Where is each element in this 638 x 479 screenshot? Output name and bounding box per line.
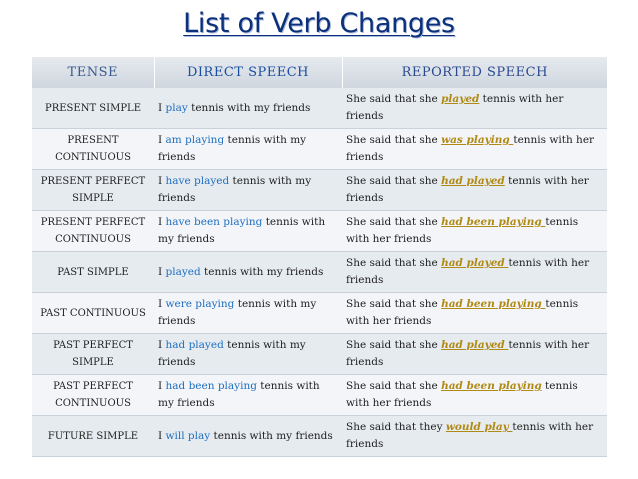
direct-speech-cell [154,129,342,170]
reported-speech-cell-text: She said that she [346,380,442,392]
reported-speech-cell [342,170,607,211]
table-row [32,129,607,170]
table-header-row [32,57,607,88]
direct-speech-cell-text: I [158,298,166,310]
reported-speech-cell-text: tennis with her friends [346,175,589,204]
tense-cell: FUTURE SIMPLE [32,416,154,457]
reported-speech-cell [342,252,607,293]
reported-speech-cell-verb: had played [441,175,505,187]
reported-speech-cell-verb: was playing [441,134,514,146]
direct-speech-cell-verb: were playing [165,298,235,310]
reported-speech-cell [342,334,607,375]
direct-speech-cell-text: tennis with my friends [210,429,333,442]
direct-speech-cell-text: I [158,265,166,278]
table-row [32,293,607,334]
direct-speech-cell-verb: will play [165,429,211,442]
reported-speech-cell-verb: played [441,93,480,105]
reported-speech-cell-text: She said that she [346,93,442,105]
direct-speech-cell-verb: have played [165,175,230,187]
reported-speech-cell [342,293,607,334]
tense-cell: PRESENT PERFECT SIMPLE [32,170,154,211]
header-direct-speech: DIRECT SPEECH [154,57,342,88]
reported-speech-cell-text: tennis with her friends [346,339,590,368]
direct-speech-cell-text: I [158,380,166,392]
direct-speech-cell-text: I [158,175,166,187]
direct-speech-cell-text: tennis with my friends [200,265,324,278]
direct-speech-cell-text: tennis with my friends [158,175,312,204]
direct-speech-cell-text: tennis with my friends [158,134,307,163]
reported-speech-cell [342,375,607,416]
direct-speech-cell-text: tennis with my friends [187,101,311,114]
reported-speech-cell-text: tennis with her friends [346,421,594,450]
reported-speech-cell-text: She said that she [346,298,442,310]
table-row [32,211,607,252]
reported-speech-cell-verb: had played [441,339,509,351]
reported-speech-cell [342,129,607,170]
table-row [32,88,607,129]
tense-cell: PRESENT PERFECT CONTINUOUS [32,211,154,252]
direct-speech-cell [154,88,342,129]
direct-speech-cell-verb: have been playing [165,216,263,228]
direct-speech-cell [154,170,342,211]
header-reported-speech: REPORTED SPEECH [342,57,607,88]
tense-cell: PAST PERFECT CONTINUOUS [32,375,154,416]
direct-speech-cell-text: tennis with my friends [158,339,306,368]
direct-speech-cell-verb: am playing [165,134,225,146]
reported-speech-cell-text: She said that she [346,216,442,228]
direct-speech-cell-text: tennis with my friends [158,298,317,327]
direct-speech-cell-verb: play [165,101,188,114]
direct-speech-cell-text: tennis with my friends [158,216,326,245]
table-row [32,170,607,211]
reported-speech-cell-text: She said that they [346,421,446,433]
direct-speech-cell-verb: played [165,265,201,278]
tense-cell: PRESENT CONTINUOUS [32,129,154,170]
direct-speech-cell-verb: had played [165,339,224,351]
reported-speech-cell [342,211,607,252]
direct-speech-cell-text: I [158,134,166,146]
direct-speech-cell-text: I [158,429,166,442]
reported-speech-cell-verb: had played [441,257,509,269]
tense-cell: PAST SIMPLE [32,252,154,293]
reported-speech-cell-verb: had been playing [441,216,546,228]
reported-speech-cell-text: tennis with her friends [346,380,578,409]
table-row [32,334,607,375]
reported-speech-cell-text: tennis with her friends [346,257,590,286]
reported-speech-cell-verb: had been playing [441,298,546,310]
reported-speech-cell-text: tennis with her friends [346,93,564,122]
direct-speech-cell [154,293,342,334]
page-title: List of Verb Changes [183,8,455,39]
verb-changes-table [32,57,607,457]
reported-speech-cell-text: She said that she [346,257,442,269]
direct-speech-cell [154,334,342,375]
reported-speech-cell-text: She said that she [346,175,442,187]
reported-speech-cell-verb: had been playing [441,380,542,392]
reported-speech-cell-text: tennis with her friends [346,134,595,163]
reported-speech-cell-text: tennis with her friends [346,216,579,245]
reported-speech-cell-text: She said that she [346,339,442,351]
table-row [32,252,607,293]
reported-speech-cell [342,88,607,129]
reported-speech-cell-text: tennis with her friends [346,298,579,327]
reported-speech-cell-text: She said that she [346,134,442,146]
tense-cell: PAST CONTINUOUS [32,293,154,334]
direct-speech-cell-text: tennis with my friends [158,380,320,409]
direct-speech-cell [154,211,342,252]
direct-speech-cell [154,252,342,293]
header-tense: TENSE [32,57,154,88]
direct-speech-cell [154,375,342,416]
direct-speech-cell-text: I [158,339,166,351]
table-row [32,375,607,416]
reported-speech-cell-verb: would play [445,421,513,433]
reported-speech-cell [342,416,607,457]
direct-speech-cell-text: I [158,216,166,228]
table-row [32,416,607,457]
tense-cell: PAST PERFECT SIMPLE [32,334,154,375]
direct-speech-cell [154,416,342,457]
direct-speech-cell-text: I [158,101,166,114]
direct-speech-cell-verb: had been playing [165,380,257,392]
tense-cell: PRESENT SIMPLE [32,88,154,129]
